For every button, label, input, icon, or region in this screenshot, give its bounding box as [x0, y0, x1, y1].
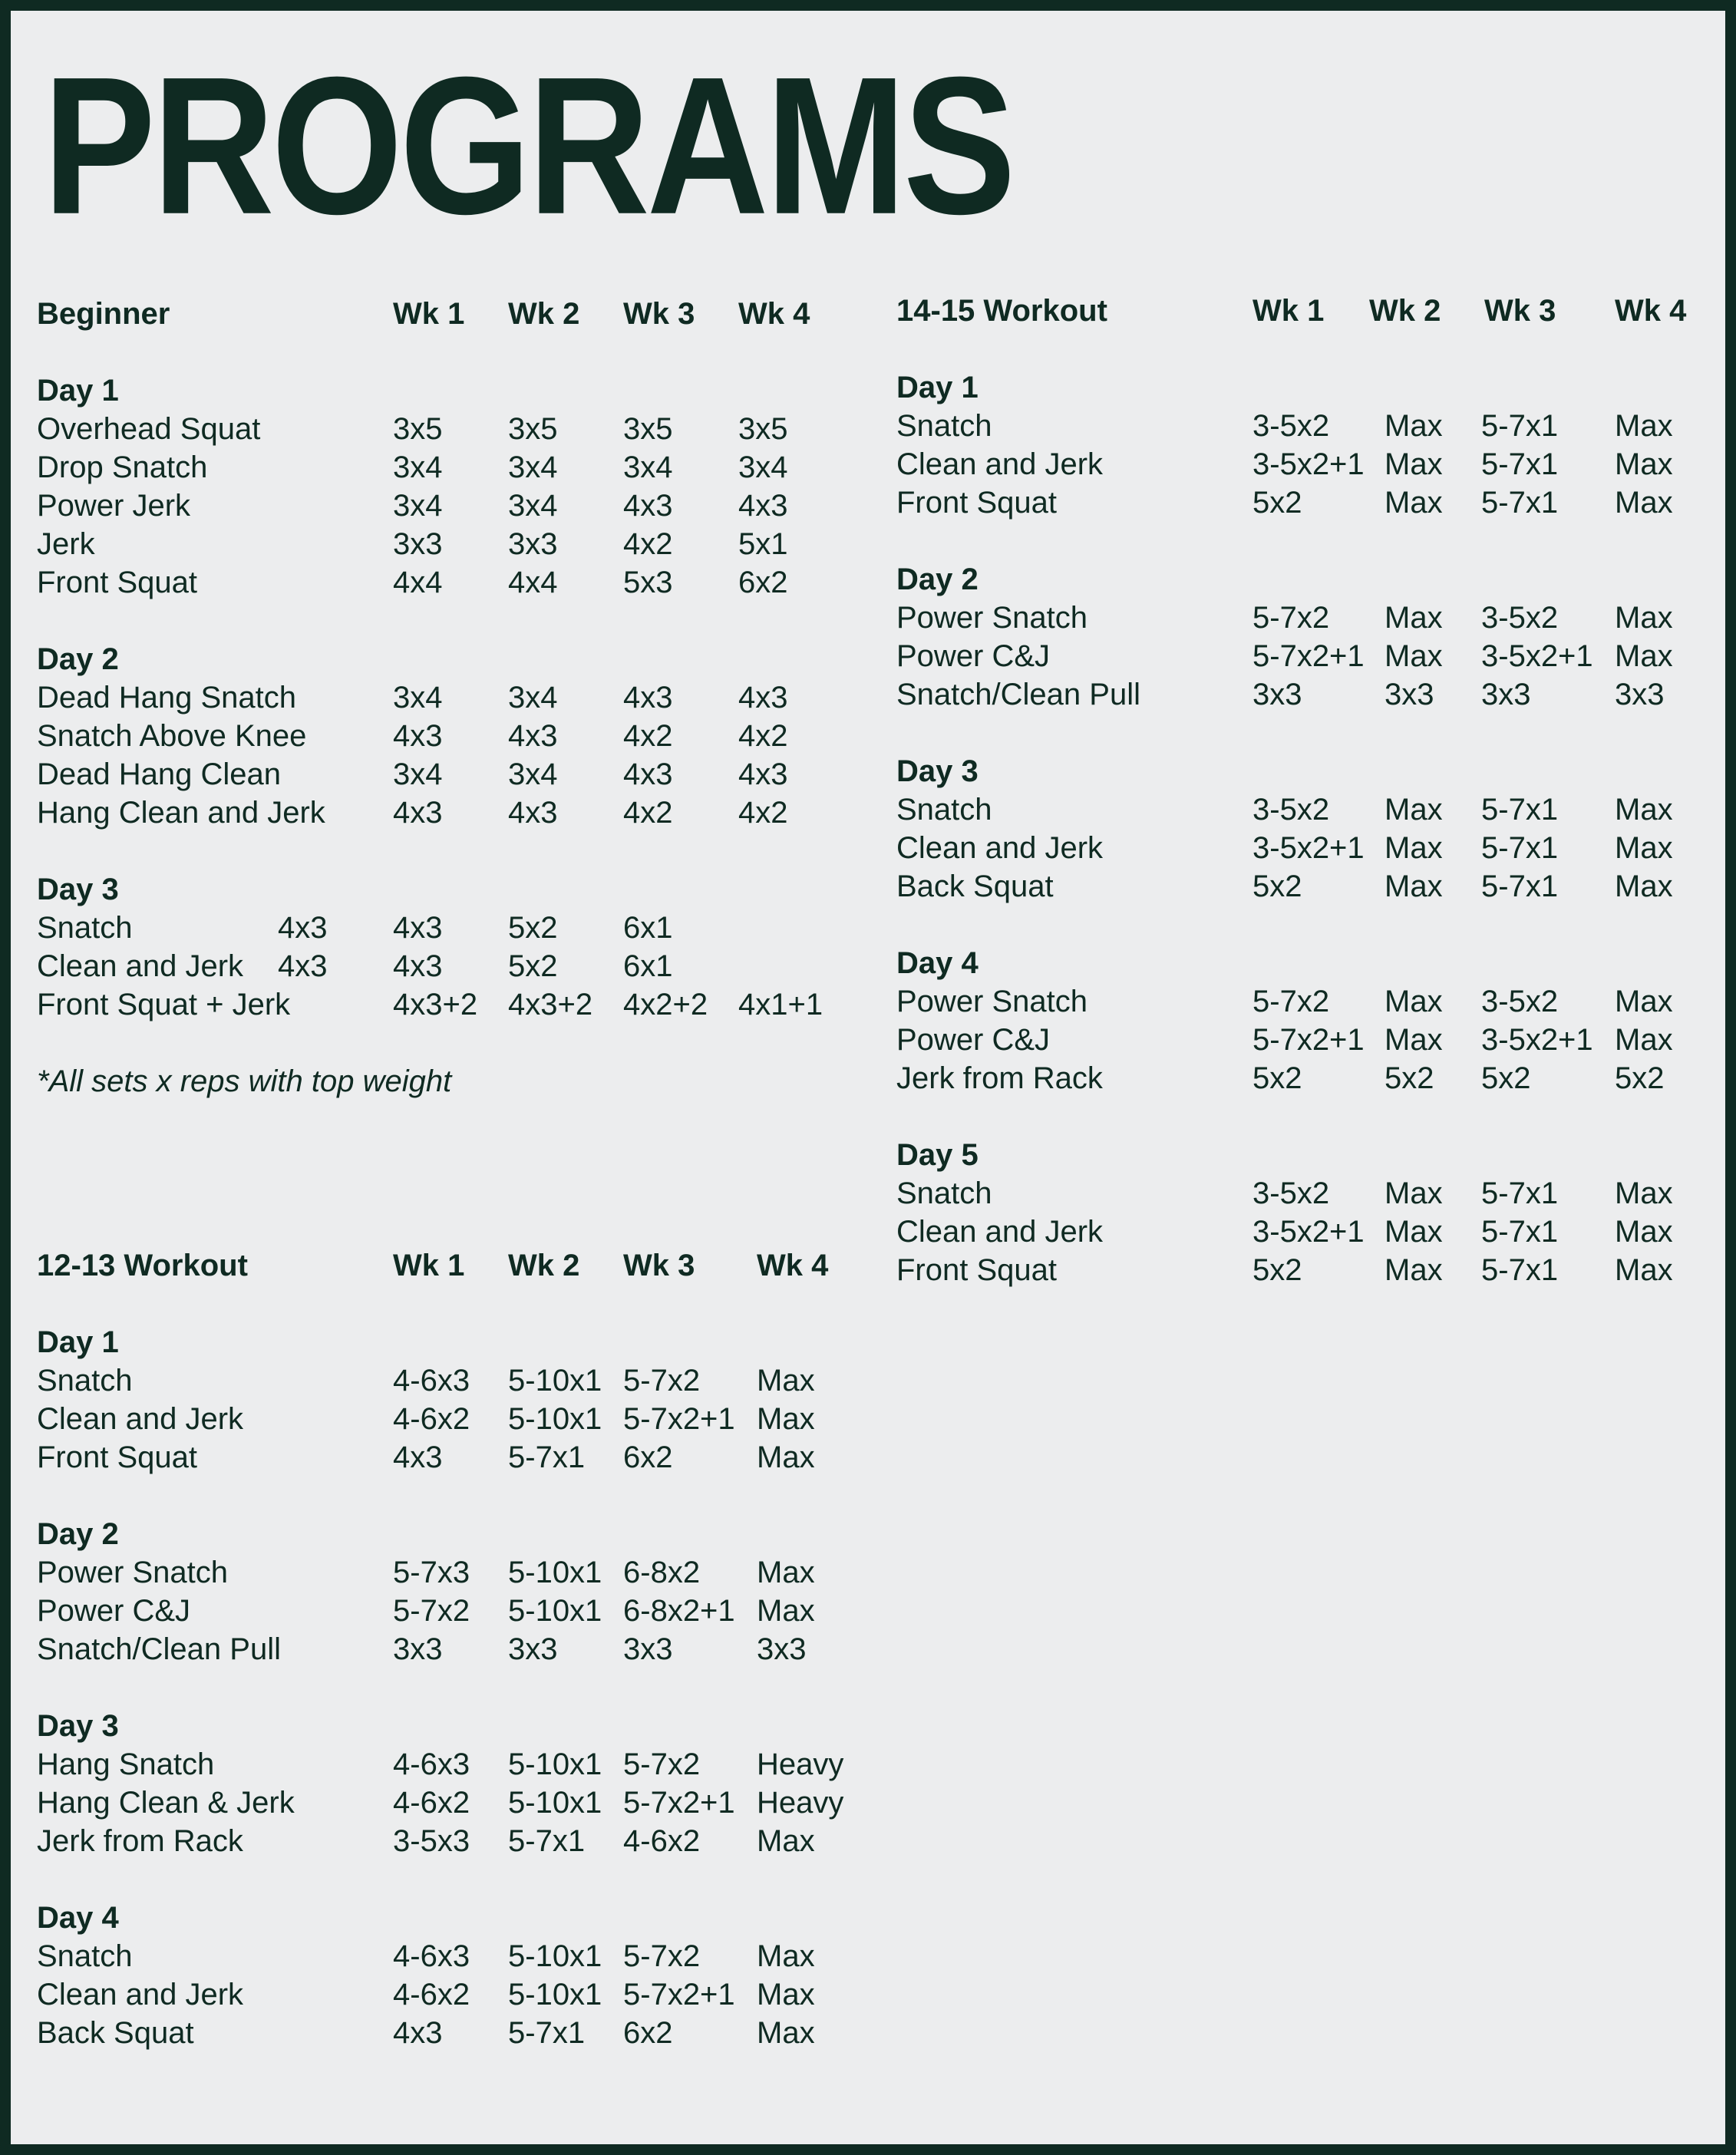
- week-1-value: 5-7x2: [393, 1594, 470, 1628]
- day-block: [37, 640, 788, 832]
- workout-12-13-header-row: [37, 1246, 829, 1285]
- week-2-value: 3x3: [508, 527, 558, 561]
- week-4-value: 4x1+1: [738, 988, 823, 1021]
- week-4-value: 4x2: [738, 719, 788, 753]
- week-3-value: 5-7x2+1: [623, 1786, 735, 1820]
- week-2-value: Max: [1385, 486, 1443, 520]
- week-4-value: 4x2: [738, 796, 788, 830]
- exercise-row: [37, 1438, 815, 1477]
- week-2-value: 5-10x1: [508, 1978, 602, 2011]
- week-2-value: 5-7x1: [508, 1441, 586, 1474]
- week-1-value: 4-6x2: [393, 1978, 470, 2011]
- day-block: [37, 870, 823, 1024]
- week-1-value: 5x2: [1252, 1253, 1302, 1287]
- week-1-header: Wk 1: [393, 297, 465, 331]
- exercise-row: [896, 1021, 1673, 1059]
- week-4-value: Max: [757, 1402, 815, 1436]
- exercise-name: Snatch: [37, 911, 133, 945]
- week-3-value: 5x3: [623, 566, 673, 599]
- exercise-row: [896, 407, 1673, 445]
- week-3-value: 4x3: [623, 757, 673, 791]
- week-2-value: Max: [1385, 447, 1443, 481]
- week-1-value: 4x3: [393, 719, 443, 753]
- workout-14-15-header-row: [896, 292, 1687, 330]
- exercise-name: Snatch/Clean Pull: [896, 678, 1140, 711]
- week-4-value: 4x3: [738, 757, 788, 791]
- exercise-name: Clean and Jerk: [37, 949, 244, 983]
- week-3-value: 5-7x1: [1481, 447, 1559, 481]
- week-1-value: 3-5x2+1: [1252, 831, 1365, 865]
- week-3-header: Wk 3: [1484, 294, 1556, 328]
- week-1-value: 4x3: [278, 911, 328, 945]
- week-2-value: 5-7x1: [508, 2016, 586, 2050]
- exercise-name: Dead Hang Snatch: [37, 681, 297, 714]
- week-2-value: 3x4: [508, 681, 558, 714]
- week-2-value: 3x4: [508, 450, 558, 484]
- week-4-header: Wk 4: [738, 297, 810, 331]
- week-3-value: 5-7x2+1: [623, 1402, 735, 1436]
- week-3-value: 4x3: [623, 489, 673, 523]
- exercise-name: Power C&J: [37, 1594, 191, 1628]
- exercise-name: Power Snatch: [896, 985, 1088, 1018]
- week-4-value: Heavy: [757, 1786, 844, 1820]
- week-3-value: 4x2: [623, 719, 673, 753]
- week-1-header: Wk 1: [393, 1249, 465, 1282]
- day-block: [896, 752, 1673, 906]
- week-4-value: 3x3: [1615, 678, 1665, 711]
- week-1-value: 5-7x2+1: [1252, 1023, 1365, 1057]
- day-label: Day 2: [37, 1517, 119, 1551]
- day-block: [896, 368, 1673, 522]
- week-2-value: Max: [1385, 409, 1443, 443]
- week-2-value: 4x3: [508, 796, 558, 830]
- week-1-value: 3-5x2+1: [1252, 1215, 1365, 1249]
- footnote: *All sets x reps with top weight: [37, 1064, 452, 1098]
- exercise-row: [37, 1975, 815, 2014]
- workout-14-15-program: [896, 292, 1687, 1289]
- week-4-value: Max: [757, 1978, 815, 2011]
- exercise-row: [37, 487, 788, 525]
- week-2-value: 5x2: [1385, 1061, 1434, 1095]
- week-1-value: 3-5x2: [1252, 409, 1330, 443]
- day-label: Day 1: [37, 374, 119, 408]
- exercise-row: [37, 678, 788, 717]
- week-3-value: 3x4: [623, 450, 673, 484]
- week-2-value: 3x3: [1385, 678, 1434, 711]
- week-2-value: 4x4: [508, 566, 558, 599]
- exercise-row: [37, 947, 673, 985]
- week-1-value: 4x3: [278, 949, 328, 983]
- day-block: [37, 1707, 844, 1860]
- exercise-name: Jerk from Rack: [896, 1061, 1103, 1095]
- week-4-value: Max: [1615, 870, 1673, 903]
- day-label: Day 2: [37, 642, 119, 676]
- exercise-name: Snatch: [896, 409, 992, 443]
- week-1-value: 4-6x3: [393, 1747, 470, 1781]
- week-1-value: 3-5x2+1: [1252, 447, 1365, 481]
- week-3-value: 5-7x1: [1481, 793, 1559, 827]
- exercise-row: [896, 1251, 1673, 1289]
- week-4-value: 3x4: [738, 450, 788, 484]
- day-label: Day 2: [896, 563, 979, 596]
- week-2-value: 5-10x1: [508, 1939, 602, 1973]
- week-1-value: 5x2: [1252, 870, 1302, 903]
- exercise-name: Clean and Jerk: [896, 831, 1104, 865]
- week-3-value: 6-8x2: [623, 1556, 701, 1589]
- week-4-value: Max: [1615, 1023, 1673, 1057]
- week-4-value: Max: [1615, 639, 1673, 673]
- day-block: [37, 1899, 815, 2052]
- week-2-value: Max: [1385, 639, 1443, 673]
- exercise-name: Clean and Jerk: [896, 447, 1104, 481]
- exercise-name: Snatch: [896, 793, 992, 827]
- week-1-value: 3x3: [393, 527, 443, 561]
- day-block: [37, 1515, 815, 1668]
- week-2-value: 3x4: [508, 489, 558, 523]
- day-block: [896, 944, 1673, 1097]
- exercise-row: [896, 445, 1673, 483]
- week-2-value: 5-10x1: [508, 1556, 602, 1589]
- exercise-name: Snatch Above Knee: [37, 719, 307, 753]
- week-4-value: Max: [1615, 601, 1673, 635]
- week-4-value: 4x3: [738, 681, 788, 714]
- week-1-value: 4-6x3: [393, 1364, 470, 1398]
- exercise-name: Clean and Jerk: [37, 1402, 244, 1436]
- day-label: Day 3: [37, 873, 119, 906]
- week-4-value: 3x5: [738, 412, 788, 446]
- week-3-value: 5-7x2: [623, 1747, 701, 1781]
- week-3-value: 6x2: [623, 2016, 673, 2050]
- week-1-value: 5-7x3: [393, 1556, 470, 1589]
- beginner-program: [37, 295, 823, 1101]
- week-4-value: 6x2: [738, 566, 788, 599]
- week-3-value: 3-5x2: [1481, 985, 1559, 1018]
- week-2-value: 4x3: [393, 911, 443, 945]
- week-3-value: 5-7x1: [1481, 1177, 1559, 1210]
- week-1-value: 5x2: [1252, 1061, 1302, 1095]
- week-3-value: 3-5x2+1: [1481, 639, 1593, 673]
- week-3-value: 5-7x1: [1481, 870, 1559, 903]
- week-3-value: 5-7x2: [623, 1364, 701, 1398]
- exercise-name: Snatch: [37, 1364, 133, 1398]
- week-4-value: Max: [757, 1939, 815, 1973]
- week-3-value: 5-7x1: [1481, 486, 1559, 520]
- program-name: 12-13 Workout: [37, 1249, 248, 1282]
- week-4-value: 4x3: [738, 489, 788, 523]
- program-name: Beginner: [37, 297, 170, 331]
- exercise-name: Power Snatch: [896, 601, 1088, 635]
- exercise-name: Drop Snatch: [37, 450, 208, 484]
- week-4-value: Max: [1615, 1253, 1673, 1287]
- week-1-value: 5-7x2+1: [1252, 639, 1365, 673]
- exercise-name: Back Squat: [37, 2016, 194, 2050]
- week-1-value: 4-6x2: [393, 1786, 470, 1820]
- week-4-value: Max: [1615, 793, 1673, 827]
- exercise-row: [37, 448, 788, 487]
- week-2-value: Max: [1385, 1253, 1443, 1287]
- exercise-row: [37, 1400, 815, 1438]
- week-3-value: 5-7x1: [1481, 409, 1559, 443]
- week-2-value: 4x3: [508, 719, 558, 753]
- week-2-header: Wk 2: [508, 1249, 580, 1282]
- day-block: [896, 1136, 1673, 1289]
- week-3-value: 5-7x2+1: [623, 1978, 735, 2011]
- week-1-value: 4x3: [393, 796, 443, 830]
- week-2-value: Max: [1385, 1215, 1443, 1249]
- day-block: [37, 371, 788, 602]
- week-4-value: Max: [1615, 409, 1673, 443]
- exercise-name: Front Squat: [37, 566, 198, 599]
- week-3-header: Wk 3: [623, 297, 695, 331]
- week-4-value: Max: [757, 1556, 815, 1589]
- exercise-row: [896, 599, 1673, 637]
- exercise-name: Power Snatch: [37, 1556, 229, 1589]
- exercise-row: [37, 1592, 815, 1630]
- week-4-value: Max: [1615, 1177, 1673, 1210]
- week-1-value: 3x4: [393, 681, 443, 714]
- exercise-name: Clean and Jerk: [37, 1978, 244, 2011]
- week-2-value: Max: [1385, 1023, 1443, 1057]
- week-4-value: Max: [1615, 1215, 1673, 1249]
- exercise-row: [37, 1784, 844, 1822]
- week-1-value: 5-7x2: [1252, 601, 1330, 635]
- exercise-row: [896, 982, 1673, 1021]
- day-label: Day 4: [37, 1901, 119, 1935]
- day-label: Day 3: [896, 754, 979, 788]
- exercise-row: [37, 1630, 807, 1668]
- week-4-value: Max: [1615, 831, 1673, 865]
- week-3-value: 5x2: [508, 911, 558, 945]
- week-3-value: 3-5x2: [1481, 601, 1559, 635]
- week-2-value: 3x3: [508, 1632, 558, 1666]
- week-4-value: Max: [757, 1364, 815, 1398]
- week-2-value: Max: [1385, 831, 1443, 865]
- week-1-value: 3x5: [393, 412, 443, 446]
- exercise-row: [37, 1361, 815, 1400]
- week-3-value: 4x2: [623, 527, 673, 561]
- week-4-value: Heavy: [757, 1747, 844, 1781]
- exercise-row: [37, 794, 788, 832]
- week-4-value: Max: [1615, 985, 1673, 1018]
- week-2-value: 5-10x1: [508, 1402, 602, 1436]
- week-4-value: Max: [757, 1824, 815, 1858]
- exercise-row: [896, 1059, 1665, 1097]
- exercise-name: Hang Snatch: [37, 1747, 215, 1781]
- exercise-name: Jerk from Rack: [37, 1824, 243, 1858]
- exercise-row: [37, 909, 673, 947]
- exercise-row: [896, 637, 1673, 675]
- week-3-value: 5x2: [1481, 1061, 1531, 1095]
- day-label: Day 1: [37, 1325, 119, 1359]
- week-1-value: 4x3+2: [393, 988, 478, 1021]
- week-4-value: Max: [1615, 447, 1673, 481]
- program-name: 14-15 Workout: [896, 294, 1107, 328]
- exercise-row: [896, 867, 1673, 906]
- week-4-value: Max: [757, 1594, 815, 1628]
- week-3-header: Wk 3: [623, 1249, 695, 1282]
- exercise-name: Overhead Squat: [37, 412, 261, 446]
- day-label: Day 1: [896, 371, 979, 404]
- week-4-value: Max: [757, 2016, 815, 2050]
- week-1-value: 3x4: [393, 757, 443, 791]
- week-1-value: 3x4: [393, 489, 443, 523]
- week-1-value: 3x4: [393, 450, 443, 484]
- week-2-value: 5-10x1: [508, 1747, 602, 1781]
- exercise-row: [896, 1174, 1673, 1213]
- week-4-value: Max: [1615, 486, 1673, 520]
- week-1-value: 5x2: [1252, 486, 1302, 520]
- beginner-header-row: [37, 295, 810, 333]
- exercise-row: [896, 1213, 1673, 1251]
- exercise-name: Clean and Jerk: [896, 1215, 1104, 1249]
- week-2-header: Wk 2: [508, 297, 580, 331]
- exercise-row: [37, 1745, 844, 1784]
- week-3-value: 3-5x2+1: [1481, 1023, 1593, 1057]
- week-4-value: 3x3: [757, 1632, 807, 1666]
- week-3-value: 3x3: [623, 1632, 673, 1666]
- exercise-name: Snatch: [37, 1939, 133, 1973]
- week-1-value: 3-5x2: [1252, 793, 1330, 827]
- week-4-value: 5x2: [1615, 1061, 1665, 1095]
- week-2-value: 5-7x1: [508, 1824, 586, 1858]
- week-1-value: 4x3: [393, 1441, 443, 1474]
- exercise-name: Front Squat: [37, 1441, 198, 1474]
- day-label: Day 3: [37, 1709, 119, 1743]
- week-3-value: 5x2: [508, 949, 558, 983]
- exercise-row: [37, 410, 788, 448]
- exercise-name: Power Jerk: [37, 489, 191, 523]
- exercise-row: [37, 525, 788, 563]
- exercise-row: [37, 1937, 815, 1975]
- week-2-value: 5-10x1: [508, 1364, 602, 1398]
- week-2-value: Max: [1385, 1177, 1443, 1210]
- week-1-value: 3-5x3: [393, 1824, 470, 1858]
- exercise-row: [896, 790, 1673, 829]
- week-4-header: Wk 4: [757, 1249, 829, 1282]
- exercise-row: [37, 755, 788, 794]
- day-label: Day 4: [896, 946, 979, 980]
- week-3-value: 5-7x1: [1481, 831, 1559, 865]
- week-3-value: 5-7x2: [623, 1939, 701, 1973]
- exercise-name: Front Squat: [896, 486, 1058, 520]
- day-label: Day 5: [896, 1138, 979, 1172]
- exercise-row: [896, 483, 1673, 522]
- week-2-value: Max: [1385, 793, 1443, 827]
- week-1-value: 3-5x2: [1252, 1177, 1330, 1210]
- week-2-value: Max: [1385, 985, 1443, 1018]
- exercise-name: Snatch/Clean Pull: [37, 1632, 281, 1666]
- exercise-name: Jerk: [37, 527, 95, 561]
- week-3-value: 3x3: [1481, 678, 1531, 711]
- exercise-name: Snatch: [896, 1177, 992, 1210]
- week-2-value: 3x5: [508, 412, 558, 446]
- week-4-value: 5x1: [738, 527, 788, 561]
- week-2-value: 5-10x1: [508, 1594, 602, 1628]
- day-block: [37, 1323, 815, 1477]
- day-block: [896, 560, 1673, 714]
- week-3-value: 4-6x2: [623, 1824, 701, 1858]
- exercise-row: [896, 829, 1673, 867]
- week-3-value: 6-8x2+1: [623, 1594, 735, 1628]
- exercise-row: [37, 717, 788, 755]
- page-title: PROGRAMS: [43, 35, 1013, 256]
- week-1-value: 4x3: [393, 2016, 443, 2050]
- week-2-value: 4x3: [393, 949, 443, 983]
- week-2-value: 5-10x1: [508, 1786, 602, 1820]
- exercise-row: [37, 2014, 815, 2052]
- week-3-value: 5-7x1: [1481, 1215, 1559, 1249]
- week-1-value: 4-6x3: [393, 1939, 470, 1973]
- exercise-name: Front Squat: [896, 1253, 1058, 1287]
- week-2-value: 4x3+2: [508, 988, 593, 1021]
- week-1-value: 3x3: [1252, 678, 1302, 711]
- week-2-value: 3x4: [508, 757, 558, 791]
- exercise-row: [37, 985, 823, 1024]
- exercise-row: [37, 563, 788, 602]
- page: [11, 11, 1725, 2144]
- week-4-header: Wk 4: [1615, 294, 1687, 328]
- week-3-value: 4x2: [623, 796, 673, 830]
- week-3-value: 6x2: [623, 1441, 673, 1474]
- exercise-name: Front Squat + Jerk: [37, 988, 291, 1021]
- week-2-header: Wk 2: [1369, 294, 1441, 328]
- week-2-value: Max: [1385, 870, 1443, 903]
- week-3-value: 5-7x1: [1481, 1253, 1559, 1287]
- exercise-name: Hang Clean and Jerk: [37, 796, 325, 830]
- week-4-value: Max: [757, 1441, 815, 1474]
- week-4-value: 6x1: [623, 949, 673, 983]
- week-1-header: Wk 1: [1252, 294, 1325, 328]
- exercise-name: Back Squat: [896, 870, 1054, 903]
- week-3-value: 4x2+2: [623, 988, 708, 1021]
- week-2-value: Max: [1385, 601, 1443, 635]
- exercise-row: [896, 675, 1665, 714]
- week-4-value: 6x1: [623, 911, 673, 945]
- exercise-row: [37, 1553, 815, 1592]
- exercise-row: [37, 1822, 815, 1860]
- week-3-value: 3x5: [623, 412, 673, 446]
- week-1-value: 4-6x2: [393, 1402, 470, 1436]
- week-1-value: 5-7x2: [1252, 985, 1330, 1018]
- exercise-name: Power C&J: [896, 1023, 1051, 1057]
- exercise-name: Power C&J: [896, 639, 1051, 673]
- exercise-name: Dead Hang Clean: [37, 757, 281, 791]
- workout-12-13-program: [37, 1246, 844, 2052]
- week-1-value: 4x4: [393, 566, 443, 599]
- week-3-value: 4x3: [623, 681, 673, 714]
- exercise-name: Hang Clean & Jerk: [37, 1786, 295, 1820]
- week-1-value: 3x3: [393, 1632, 443, 1666]
